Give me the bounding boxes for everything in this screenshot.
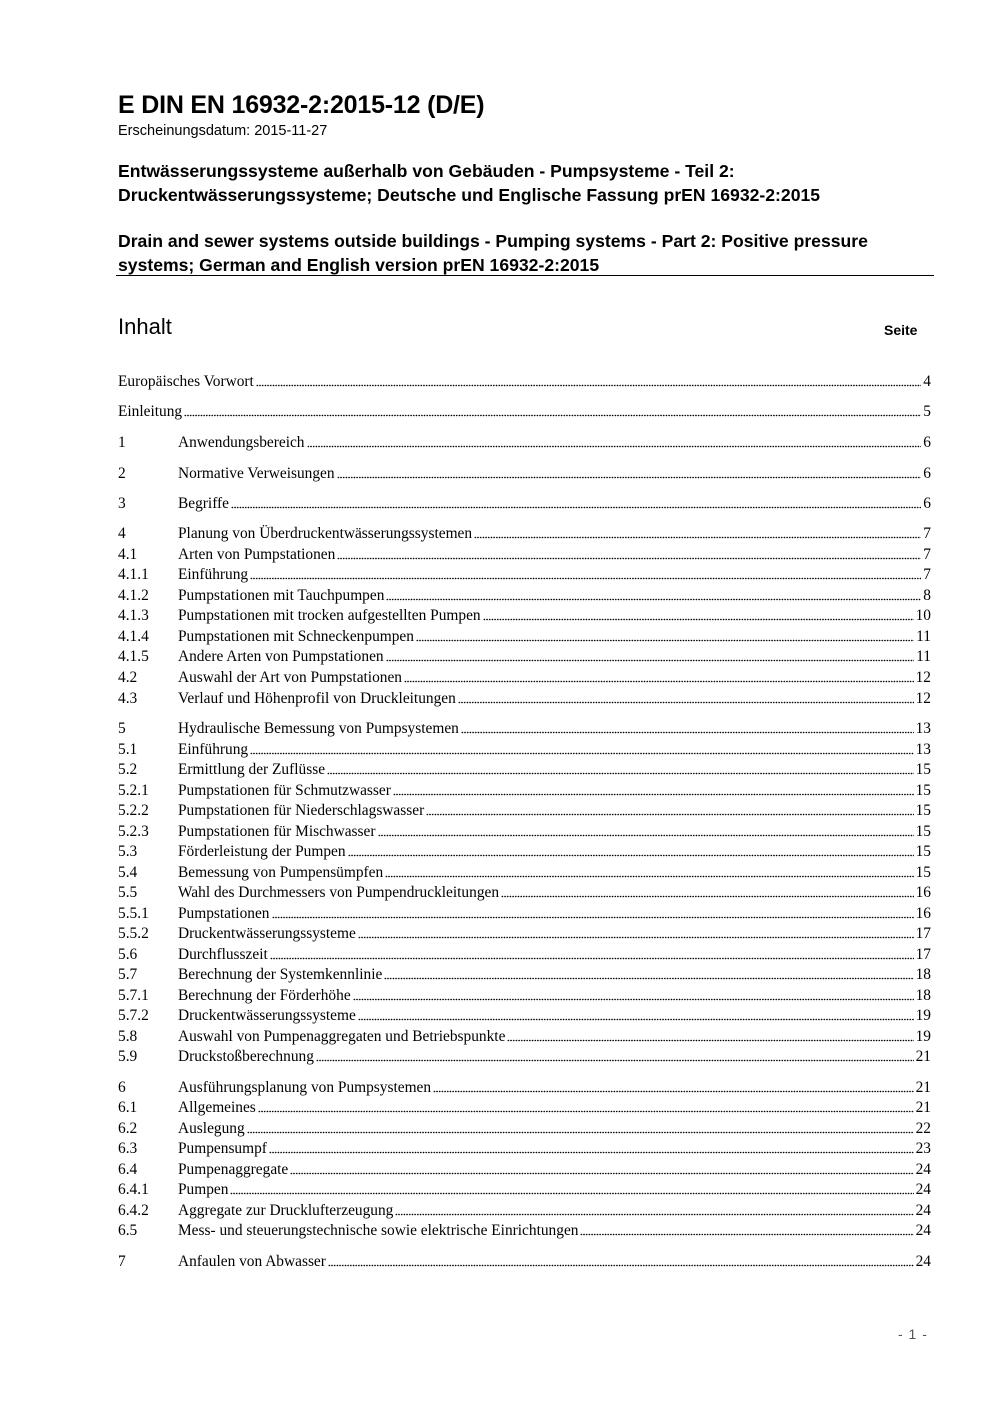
toc-dot-leader (426, 812, 913, 816)
toc-dot-leader (272, 915, 914, 919)
toc-entry-page: 6 (923, 465, 931, 482)
toc-entry-title: Einleitung (118, 403, 183, 420)
toc-dot-leader (250, 576, 921, 580)
toc-dot-leader (358, 935, 914, 939)
toc-entry[interactable] (118, 688, 931, 708)
toc-entry-title: Hydraulische Bemessung von Pumpsystemen (178, 720, 459, 737)
toc-entry-number: 5.1 (118, 741, 138, 758)
toc-dot-leader (250, 751, 914, 755)
toc-entry-page: 21 (915, 1099, 931, 1116)
toc-entry[interactable] (118, 739, 931, 759)
title-english: Drain and sewer systems outside buildings - Pumping systems - Part 2: Positive pressure systems; German and English version prEN 16932-2:2015 (118, 231, 868, 275)
toc-entry[interactable] (118, 667, 931, 687)
toc-dot-leader (433, 1089, 914, 1093)
toc-entry-number: 6.3 (118, 1140, 138, 1157)
toc-dot-leader (184, 413, 921, 417)
toc-entry-number: 5.7.1 (118, 987, 149, 1004)
page-number: - 1 - (898, 1326, 928, 1342)
toc-entry-title: Europäisches Vorwort (118, 373, 254, 390)
toc-dot-leader (461, 730, 914, 734)
toc-entry[interactable] (118, 1026, 931, 1046)
toc-entry-page: 5 (923, 403, 931, 420)
title-german: Entwässerungssysteme außerhalb von Gebäuden - Pumpsysteme - Teil 2: Druckentwässerungssysteme; Deutsche und Englische Fassung prEN 16932-2:2015 (118, 161, 821, 205)
toc-dot-leader (328, 1263, 914, 1267)
toc-entry-page: 15 (915, 761, 931, 778)
toc-dot-leader (348, 853, 914, 857)
toc-entry-number: 5.8 (118, 1028, 138, 1045)
toc-dot-leader (501, 894, 914, 898)
toc-dot-leader (386, 658, 915, 662)
toc-entry-title: Pumpstationen mit Schneckenpumpen (178, 628, 414, 645)
toc-entry-title: Druckentwässerungssysteme (178, 1007, 356, 1024)
toc-entry-page: 24 (915, 1181, 931, 1198)
toc-entry[interactable] (118, 964, 931, 984)
toc-dot-leader (316, 1058, 914, 1062)
toc-entry-page: 11 (916, 628, 931, 645)
toc-entry-page: 7 (923, 525, 931, 542)
toc-entry-number: 4.3 (118, 690, 138, 707)
toc-entry[interactable] (118, 605, 931, 625)
toc-entry-page: 18 (915, 987, 931, 1004)
toc-entry-page: 13 (915, 720, 931, 737)
toc-entry-number: 5.3 (118, 843, 138, 860)
toc-dot-leader (580, 1232, 913, 1236)
toc-entry-page: 15 (915, 782, 931, 799)
toc-entry-title: Normative Verweisungen (178, 465, 335, 482)
toc-entry-title: Wahl des Durchmessers von Pumpendruckleitungen (178, 884, 500, 901)
toc-entry-number: 5.2 (118, 761, 138, 778)
toc-entry-number: 6.4 (118, 1161, 138, 1178)
toc-entry-title: Andere Arten von Pumpstationen (178, 648, 384, 665)
toc-entry-number: 2 (118, 465, 126, 482)
toc-entry-number: 6.4.2 (118, 1202, 149, 1219)
toc-entry-title: Pumpstationen mit Tauchpumpen (178, 587, 385, 604)
toc-entry-page: 16 (915, 884, 931, 901)
toc-entry[interactable] (118, 371, 931, 391)
toc-entry-number: 4.2 (118, 669, 138, 686)
toc-entry[interactable] (118, 544, 931, 564)
toc-entry[interactable] (118, 401, 931, 421)
toc-entry-number: 4.1.1 (118, 566, 149, 583)
toc-entry[interactable] (118, 985, 931, 1005)
toc-entry-number: 5.6 (118, 946, 138, 963)
toc-entry-title: Auswahl der Art von Pumpstationen (178, 669, 402, 686)
toc-entry-title: Aggregate zur Drucklufterzeugung (178, 1202, 394, 1219)
toc-entry-title: Begriffe (178, 495, 229, 512)
toc-entry-page: 8 (923, 587, 931, 604)
toc-entry-page: 16 (915, 905, 931, 922)
toc-entry-title: Einführung (178, 741, 249, 758)
toc-entry-title: Pumpenaggregate (178, 1161, 289, 1178)
toc-dot-leader (483, 617, 914, 621)
toc-entry[interactable] (118, 800, 931, 820)
toc-entry[interactable] (118, 718, 931, 738)
toc-entry[interactable] (118, 493, 931, 513)
toc-entry-number: 4.1 (118, 546, 138, 563)
toc-entry-page: 17 (915, 946, 931, 963)
toc-entry-page: 15 (915, 843, 931, 860)
toc-entry[interactable] (118, 923, 931, 943)
toc-entry-title: Planung von Überdruckentwässerungssystemen (178, 525, 473, 542)
toc-entry-number: 5.5.1 (118, 905, 149, 922)
toc-entry-title: Berechnung der Förderhöhe (178, 987, 351, 1004)
toc-dot-leader (393, 792, 914, 796)
toc-page-column-label: Seite (884, 322, 918, 338)
toc-dot-leader (416, 638, 914, 642)
toc-entry-number: 5.2.3 (118, 823, 149, 840)
toc-dot-leader (358, 1017, 914, 1021)
toc-entry-number: 1 (118, 434, 126, 451)
toc-entry-page: 12 (915, 690, 931, 707)
toc-entry-page: 15 (915, 864, 931, 881)
toc-dot-leader (458, 700, 914, 704)
toc-entry[interactable] (118, 1118, 931, 1138)
toc-entry-page: 11 (916, 648, 931, 665)
toc-dot-leader (378, 833, 914, 837)
toc-dot-leader (307, 444, 922, 448)
toc-entry[interactable] (118, 944, 931, 964)
toc-entry-page: 6 (923, 434, 931, 451)
toc-entry-page: 19 (915, 1028, 931, 1045)
toc-entry[interactable] (118, 882, 931, 902)
toc-entry[interactable] (118, 1251, 931, 1271)
toc-entry-page: 15 (915, 802, 931, 819)
toc-entry-title: Druckstoßberechnung (178, 1048, 314, 1065)
toc-entry[interactable] (118, 1138, 931, 1158)
toc-dot-leader (404, 679, 914, 683)
toc-entry[interactable] (118, 585, 931, 605)
toc-entry-title: Verlauf und Höhenprofil von Druckleitungen (178, 690, 456, 707)
toc-entry-title: Druckentwässerungssysteme (178, 925, 356, 942)
toc-entry-number: 5.9 (118, 1048, 138, 1065)
toc-entry-number: 6.4.1 (118, 1181, 149, 1198)
toc-entry-number: 5 (118, 720, 126, 737)
toc-entry-number: 4.1.2 (118, 587, 149, 604)
toc-dot-leader (384, 976, 913, 980)
toc-entry-number: 4 (118, 525, 126, 542)
toc-entry-title: Durchflusszeit (178, 946, 268, 963)
toc-entry-page: 13 (915, 741, 931, 758)
toc-entry[interactable] (118, 841, 931, 861)
toc-entry-title: Allgemeines (178, 1099, 256, 1116)
toc-entry-title: Anwendungsbereich (178, 434, 305, 451)
toc-entry[interactable] (118, 759, 931, 779)
toc-entry-number: 7 (118, 1253, 126, 1270)
toc-entry[interactable] (118, 1200, 931, 1220)
toc-dot-leader (386, 597, 921, 601)
toc-entry[interactable] (118, 821, 931, 841)
toc-entry-number: 4.1.4 (118, 628, 149, 645)
toc-entry[interactable] (118, 1179, 931, 1199)
toc-entry[interactable] (118, 523, 931, 543)
toc-entry[interactable] (118, 1046, 931, 1066)
toc-entry-title: Pumpstationen für Mischwasser (178, 823, 376, 840)
toc-dot-leader (327, 771, 914, 775)
toc-entry-page: 7 (923, 566, 931, 583)
toc-entry-page: 24 (915, 1253, 931, 1270)
toc-entry[interactable] (118, 564, 931, 584)
toc-dot-leader (353, 997, 914, 1001)
toc-entry[interactable] (118, 1077, 931, 1097)
toc-dot-leader (230, 1191, 913, 1195)
toc-entry-page: 24 (915, 1161, 931, 1178)
toc-entry-title: Ermittlung der Zuflüsse (178, 761, 326, 778)
toc-entry[interactable] (118, 780, 931, 800)
toc-entry-number: 5.7 (118, 966, 138, 983)
toc-entry[interactable] (118, 1097, 931, 1117)
toc-dot-leader (474, 535, 921, 539)
toc-entry-page: 18 (915, 966, 931, 983)
toc-entry-number: 4.1.3 (118, 607, 149, 624)
toc-dot-leader (269, 1150, 914, 1154)
toc-entry-page: 15 (915, 823, 931, 840)
toc-entry-title: Anfaulen von Abwasser (178, 1253, 326, 1270)
toc-dot-leader (258, 1109, 914, 1113)
toc-entry-number: 5.4 (118, 864, 138, 881)
toc-entry-number: 5.5.2 (118, 925, 149, 942)
toc-entry-page: 23 (915, 1140, 931, 1157)
toc-entry-page: 12 (915, 669, 931, 686)
toc-dot-leader (256, 383, 922, 387)
toc-entry-page: 7 (923, 546, 931, 563)
toc-entry-number: 5.7.2 (118, 1007, 149, 1024)
toc-entry-number: 4.1.5 (118, 648, 149, 665)
toc-heading: Inhalt (118, 314, 172, 339)
toc-dot-leader (270, 956, 914, 960)
toc-entry-page: 4 (923, 373, 931, 390)
toc-entry-title: Einführung (178, 566, 249, 583)
toc-entry-title: Pumpen (178, 1181, 229, 1198)
toc-dot-leader (247, 1130, 914, 1134)
toc-entry-page: 24 (915, 1222, 931, 1239)
toc-entry[interactable] (118, 646, 931, 666)
document-number: E DIN EN 16932-2:2015-12 (D/E) (118, 91, 485, 119)
toc-entry[interactable] (118, 862, 931, 882)
toc-entry-title: Pumpstationen für Niederschlagswasser (178, 802, 425, 819)
toc-entry-number: 6.2 (118, 1120, 138, 1137)
toc-dot-leader (337, 556, 921, 560)
toc-entry-title: Auswahl von Pumpenaggregaten und Betriebspunkte (178, 1028, 506, 1045)
toc-entry[interactable] (118, 1220, 931, 1240)
toc-entry-title: Auslegung (178, 1120, 245, 1137)
toc-entry[interactable] (118, 1005, 931, 1025)
toc-dot-leader (290, 1171, 913, 1175)
toc-dot-leader (395, 1212, 913, 1216)
toc-entry-number: 5.2.2 (118, 802, 149, 819)
toc-entry-number: 3 (118, 495, 126, 512)
toc-entry[interactable] (118, 903, 931, 923)
toc-entry[interactable] (118, 1159, 931, 1179)
toc-entry-title: Pumpensumpf (178, 1140, 267, 1157)
toc-entry-title: Berechnung der Systemkennlinie (178, 966, 383, 983)
toc-entry-page: 24 (915, 1202, 931, 1219)
toc-entry-page: 21 (915, 1048, 931, 1065)
toc-entry-title: Bemessung von Pumpensümpfen (178, 864, 384, 881)
toc-entry-page: 6 (923, 495, 931, 512)
toc-entry-number: 6.1 (118, 1099, 138, 1116)
toc-entry-number: 5.2.1 (118, 782, 149, 799)
toc-entry[interactable] (118, 432, 931, 452)
toc-entry-number: 6 (118, 1079, 126, 1096)
toc-entry-page: 10 (915, 607, 931, 624)
toc-entry-number: 6.5 (118, 1222, 138, 1239)
toc-dot-leader (337, 475, 922, 479)
toc-entry-title: Mess- und steuerungstechnische sowie elektrische Einrichtungen (178, 1222, 579, 1239)
toc-entry-title: Pumpstationen mit trocken aufgestellten Pumpen (178, 607, 481, 624)
toc-dot-leader (385, 874, 913, 878)
toc-dot-leader (231, 505, 921, 509)
toc-dot-leader (507, 1038, 913, 1042)
toc-entry-page: 19 (915, 1007, 931, 1024)
toc-entry[interactable] (118, 463, 931, 483)
toc-entry-page: 21 (915, 1079, 931, 1096)
toc-entry-title: Pumpstationen (178, 905, 270, 922)
toc-entry-title: Förderleistung der Pumpen (178, 843, 346, 860)
toc-entry-title: Arten von Pumpstationen (178, 546, 336, 563)
toc-entry-page: 22 (915, 1120, 931, 1137)
toc-entry-title: Ausführungsplanung von Pumpsystemen (178, 1079, 432, 1096)
toc-entry-page: 17 (915, 925, 931, 942)
toc-entry[interactable] (118, 626, 931, 646)
toc-entry-number: 5.5 (118, 884, 138, 901)
toc-entry-title: Pumpstationen für Schmutzwasser (178, 782, 391, 799)
release-date: Erscheinungsdatum: 2015-11-27 (118, 123, 328, 139)
